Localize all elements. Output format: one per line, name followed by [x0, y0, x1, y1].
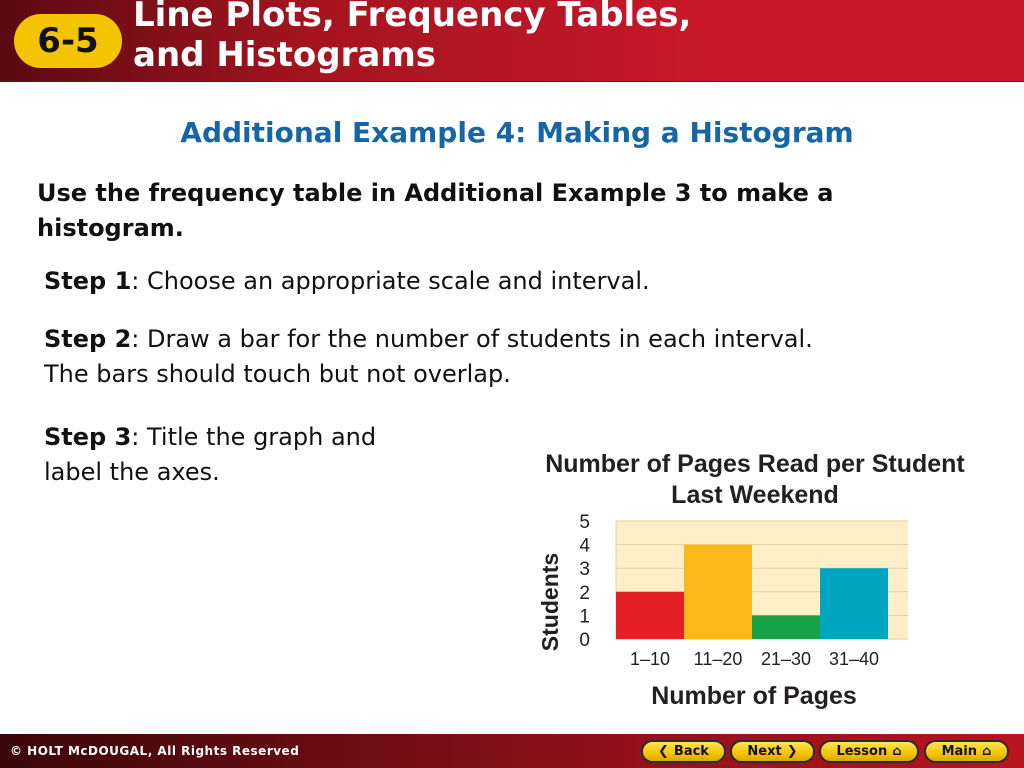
x-tick-label: 1–10 [629, 649, 671, 669]
histogram-bar [616, 592, 684, 639]
step-1-text: : Choose an appropriate scale and interval. [131, 267, 650, 295]
step-3-text-line-2: label the axes. [44, 458, 220, 486]
step-3-text-line-1: : Title the graph and [131, 423, 377, 451]
y-axis-label: Students [537, 552, 563, 652]
next-button[interactable] [730, 740, 815, 763]
chart-title-line-2: Last Weekend [671, 481, 839, 509]
step-1 [44, 264, 1004, 299]
step-3 [44, 420, 464, 490]
lesson-title-line-1: Line Plots, Frequency Tables, [133, 0, 692, 35]
x-tick-labels [630, 649, 879, 669]
lesson-number-badge: 6-5 [14, 14, 122, 68]
step-2-text-line-2: The bars should touch but not overlap. [44, 360, 511, 388]
lesson-button[interactable] [819, 740, 919, 763]
histogram-chart [520, 440, 990, 725]
next-arrow-icon: ❯ [786, 744, 798, 759]
chart-title-line-1: Number of Pages Read per Student [545, 450, 965, 478]
home-icon: ⌂ [892, 744, 902, 759]
instruction-line-1: Use the frequency table in Additional Example 3 to make a [37, 179, 834, 207]
histogram-bar [684, 545, 752, 639]
header-banner [0, 0, 1024, 82]
step-2 [44, 322, 1004, 392]
x-tick-label: 31–40 [828, 649, 880, 669]
step-1-label: Step 1 [44, 267, 132, 295]
lesson-title-line-2: and Histograms [133, 35, 436, 75]
y-tick-label: 2 [579, 582, 590, 604]
step-3-label: Step 3 [44, 423, 132, 451]
back-button-label: Back [673, 744, 709, 759]
main-button-label: Main [941, 744, 978, 759]
y-tick-label: 3 [579, 559, 590, 581]
y-tick-label: 1 [579, 606, 590, 628]
lesson-button-label: Lesson [836, 744, 888, 759]
back-button[interactable] [641, 740, 726, 763]
histogram-bar [752, 615, 820, 639]
x-tick-label: 21–30 [760, 649, 812, 669]
histogram-bar [820, 568, 888, 639]
step-2-label: Step 2 [44, 325, 132, 353]
lesson-title [133, 0, 1013, 75]
main-home-icon: ⌂ [982, 744, 992, 759]
y-tick-label: 0 [579, 630, 590, 651]
back-arrow-icon: ❮ [658, 744, 669, 759]
copyright-text: © HOLT McDOUGAL, All Rights Reserved [10, 744, 300, 758]
y-tick-label: 4 [579, 535, 590, 557]
step-2-text-line-1: : Draw a bar for the number of students in each interval. [131, 325, 813, 353]
main-button[interactable] [924, 740, 1009, 763]
example-title: Additional Example 4: Making a Histogram [180, 116, 854, 149]
instruction-line-2: histogram. [37, 214, 184, 242]
x-axis-label: Number of Pages [651, 682, 857, 710]
x-tick-label: 11–20 [693, 649, 743, 669]
y-tick-labels [579, 512, 590, 651]
next-button-label: Next [747, 744, 782, 759]
footer-bar [0, 734, 1024, 768]
y-tick-label: 5 [579, 512, 590, 533]
instruction-text [37, 176, 997, 246]
